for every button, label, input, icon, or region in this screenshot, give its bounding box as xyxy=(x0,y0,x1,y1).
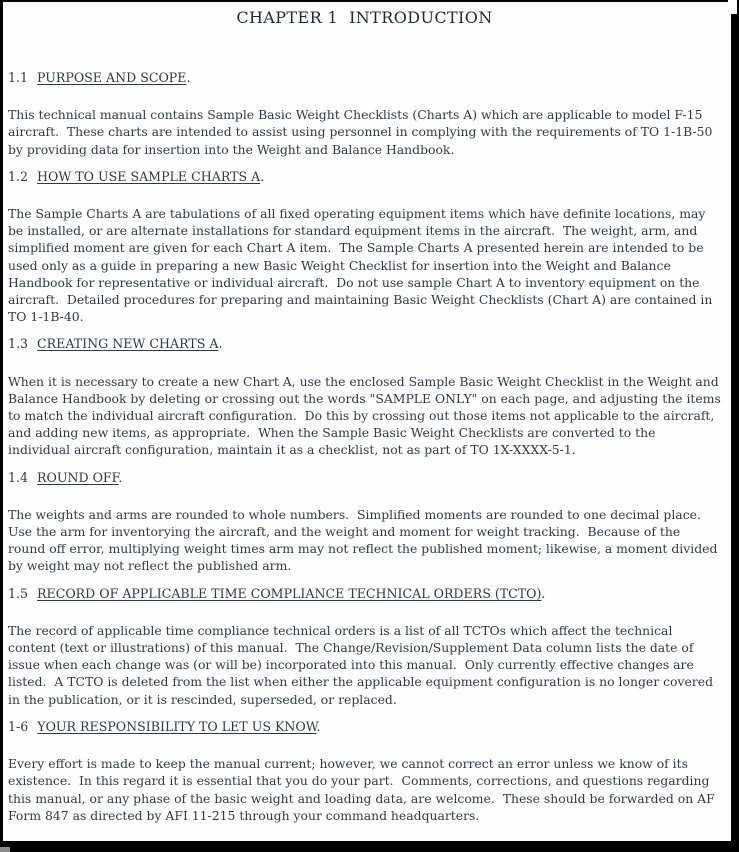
section-heading xyxy=(8,585,721,602)
section-heading xyxy=(8,168,721,185)
section-heading-text: PURPOSE AND SCOPE xyxy=(37,70,187,85)
section-body: The record of applicable time compliance technical orders is a list of all TCTOs which affect the technical content (text or illustrations) of this manual. The Change/Revision/Supplement Data column lists the date of issue when each change was (or will be) incorporated into this manual. Only currently effective changes are listed. A TCTO is deleted from the list when either the applicable equipment configuration is no longer covered in the publication, or it is rescinded, superseded, or replaced. xyxy=(8,622,717,707)
section-heading xyxy=(8,69,721,86)
section-how-to-use-sample-charts-a xyxy=(8,168,721,326)
section-heading-period: . xyxy=(316,718,321,734)
document-page xyxy=(3,2,731,841)
section-body: When it is necessary to create a new Chart A, use the enclosed Sample Basic Weight Checklist in the Weight and Balance Handbook by deleting or crossing out the words "SAMPLE ONLY" on each page, and adjusting the items to match the individual aircraft configuration. Do this by crossing out those items not applicable to the aircraft, and adding new items, as appropriate. When the Sample Basic Weight Checklists are converted to the individual aircraft configuration, maintain it as a checklist, not as part of TO 1X-XXXX-5-1. xyxy=(8,373,725,458)
section-creating-new-charts-a xyxy=(8,335,725,458)
section-heading xyxy=(8,469,721,486)
section-heading-text: ROUND OFF xyxy=(37,469,119,485)
section-your-responsibility xyxy=(8,718,721,824)
section-number: 1-6 xyxy=(8,718,29,734)
section-heading-period: . xyxy=(260,168,265,184)
section-body: This technical manual contains Sample Basic Weight Checklists (Charts A) which are applicable to model F-15 aircraft. These charts are intended to assist using personnel in complying with the requirements of TO 1-1B-50 by providing data for insertion into the Weight and Balance Handbook. xyxy=(8,107,717,157)
section-body: The Sample Charts A are tabulations of all fixed operating equipment items which have definite locations, may be installed, or are alternate installations for standard equipment items in the aircraft. The weight, arm, and simplified moment are given for each Chart A item. The Sample Charts A presented herein are intended to be used only as a guide in preparing a new Basic Weight Checklist for insertion into the Weight and Balance Handbook for representative or individual aircraft. Do not use sample Chart A to inventory equipment on the aircraft. Detailed procedures for preparing and maintaining Basic Weight Checklists (Chart A) are contained in TO 1-1B-40. xyxy=(8,206,717,325)
section-number: 1.3 xyxy=(8,336,29,352)
section-number: 1.1 xyxy=(8,70,29,85)
section-heading xyxy=(8,335,721,352)
section-body: Every effort is made to keep the manual current; however, we cannot correct an error unless we know of its existence. In this regard it is essential that you do your part. Comments, corrections, and questions regarding this manual, or any phase of the basic weight and loading data, are welcome. These should be forwarded on AF Form 847 as directed by AFI 11-215 through your command headquarters. xyxy=(8,756,719,823)
section-heading-period: . xyxy=(118,469,123,485)
section-heading-text: YOUR RESPONSIBILITY TO LET US KNOW xyxy=(37,718,317,734)
section-heading-text: RECORD OF APPLICABLE TIME COMPLIANCE TECHNICAL ORDERS (TCTO) xyxy=(37,585,542,601)
section-heading-text: HOW TO USE SAMPLE CHARTS A xyxy=(37,168,261,184)
section-record-of-tcto xyxy=(8,585,721,708)
section-round-off xyxy=(8,469,721,575)
section-heading-period: . xyxy=(541,585,546,601)
section-heading xyxy=(8,718,721,735)
section-number: 1.5 xyxy=(8,585,29,601)
chapter-title: CHAPTER 1 INTRODUCTION xyxy=(236,8,493,27)
section-number: 1.2 xyxy=(8,168,29,184)
scan-edge-notch xyxy=(728,0,737,14)
section-body: The weights and arms are rounded to whole numbers. Simplified moments are rounded to one decimal place. Use the arm for inventorying the aircraft, and the weight and moment for weight tracking. Because of the round off error, multiplying weight times arm may not reflect the published moment; likewise, a moment divided by weight may not reflect the published arm. xyxy=(8,506,722,574)
section-heading-text: CREATING NEW CHARTS A xyxy=(37,336,219,352)
scan-edge-sliver xyxy=(0,847,10,852)
section-purpose-and-scope xyxy=(8,69,721,158)
section-heading-period: . xyxy=(218,336,223,352)
section-number: 1.4 xyxy=(8,469,29,485)
section-heading-period: . xyxy=(186,70,191,85)
